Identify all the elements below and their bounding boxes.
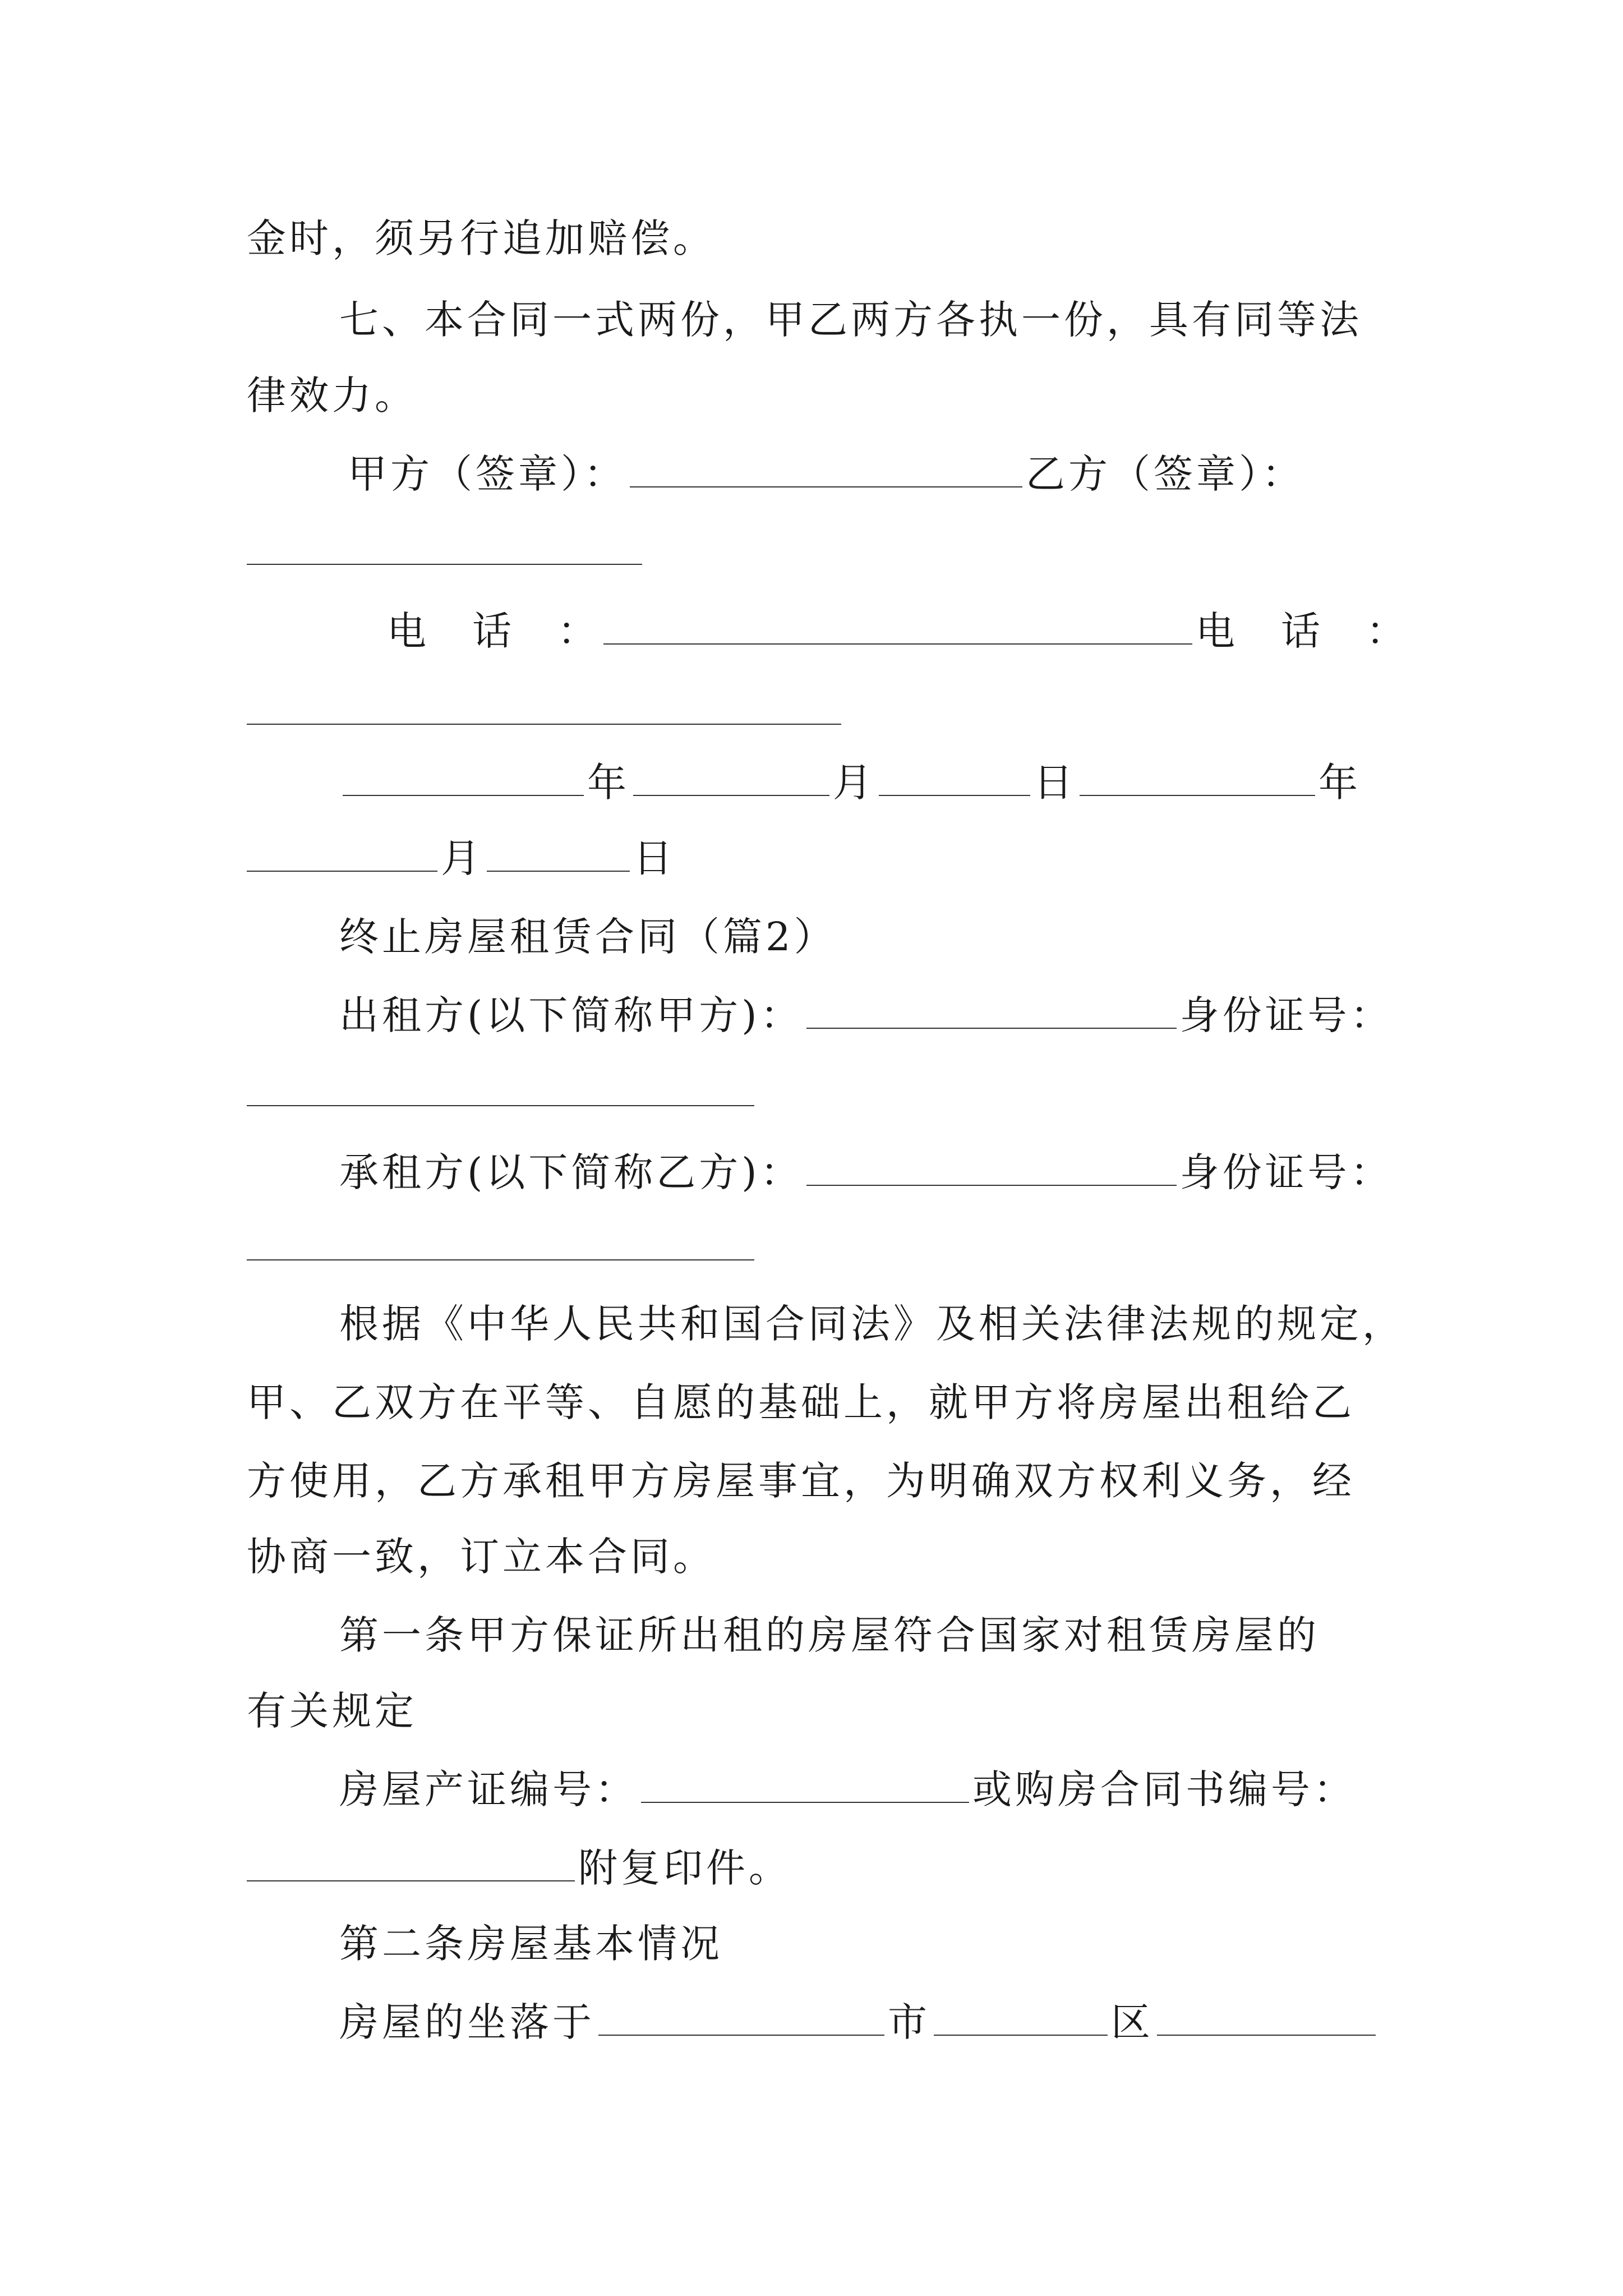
phone-a-field[interactable]	[603, 611, 1192, 645]
lessor-field[interactable]	[806, 995, 1177, 1029]
copy-label: 附复印件。	[578, 1845, 791, 1891]
lessor-label: 出租方(以下简称甲方)：	[339, 992, 803, 1038]
lessee-id-field[interactable]	[247, 1259, 754, 1260]
location-field[interactable]	[598, 2002, 884, 2036]
lessee-label: 承租方(以下简称乙方)：	[339, 1149, 803, 1195]
party-b-sign-label: 乙方（签章）：	[1026, 451, 1304, 497]
phone-b-label: 电 话 ：	[1196, 608, 1409, 654]
year-a-field[interactable]	[343, 762, 584, 796]
cert-row-cont	[247, 1840, 791, 1896]
year-label: 年	[587, 760, 630, 806]
text-line: 方使用，乙方承租甲方房屋事宜，为明确双方权利义务，经	[247, 1458, 1355, 1504]
phone-row	[387, 603, 1409, 659]
location-label: 房屋的坐落于	[339, 1999, 595, 2045]
article-one: 第一条甲方保证所出租的房屋符合国家对租赁房屋的	[339, 1612, 1320, 1658]
day-b-field[interactable]	[487, 838, 630, 872]
contract-heading: 终止房屋租赁合同（篇2）	[339, 914, 837, 960]
cert-label: 房屋产证编号：	[339, 1766, 638, 1812]
text-line: 甲、乙双方在平等、自愿的基础上，就甲方将房屋出租给乙	[247, 1379, 1355, 1425]
district-label: 区	[1111, 1999, 1154, 2045]
month-label: 月	[833, 760, 875, 806]
city-label: 市	[888, 1999, 930, 2045]
phone-b-field[interactable]	[247, 724, 841, 725]
id-label: 身份证号：	[1179, 992, 1393, 1038]
cert-field[interactable]	[641, 1769, 969, 1803]
cert-row	[339, 1761, 1356, 1818]
purchase-label: 或购房合同书编号：	[972, 1766, 1356, 1812]
id-label: 身份证号：	[1179, 1149, 1393, 1195]
lessor-id-field[interactable]	[247, 1105, 754, 1106]
day-a-field[interactable]	[879, 762, 1030, 796]
text-line: 律效力。	[247, 372, 417, 418]
text-line: 协商一致，订立本合同。	[247, 1534, 716, 1580]
signature-row	[348, 446, 1304, 502]
year-label: 年	[1318, 760, 1361, 806]
month-b-field[interactable]	[247, 838, 437, 872]
month-label: 月	[441, 835, 483, 881]
year-b-field[interactable]	[1080, 762, 1315, 796]
month-a-field[interactable]	[633, 762, 829, 796]
date-row	[339, 754, 1361, 811]
district-field[interactable]	[1157, 2002, 1376, 2036]
date-row-cont	[247, 830, 676, 886]
phone-a-label: 电 话 ：	[387, 608, 600, 654]
text-line: 有关规定	[247, 1688, 417, 1734]
lessee-field[interactable]	[806, 1152, 1177, 1186]
purchase-field[interactable]	[247, 1848, 575, 1881]
text-line: 金时，须另行追加赔偿。	[247, 215, 716, 261]
party-b-sign-field[interactable]	[247, 564, 642, 565]
party-a-sign-label: 甲方（签章）：	[348, 451, 626, 497]
day-label: 日	[633, 835, 676, 881]
text-line: 根据《中华人民共和国合同法》及相关法律法规的规定，	[339, 1301, 1405, 1347]
day-label: 日	[1034, 760, 1076, 806]
location-row	[339, 1994, 1379, 2050]
lessee-row	[339, 1144, 1393, 1200]
lessor-row	[339, 987, 1393, 1043]
clause-seven: 七、本合同一式两份，甲乙两方各执一份，具有同等法	[339, 297, 1362, 343]
article-two: 第二条房屋基本情况	[339, 1921, 723, 1967]
party-a-sign-field[interactable]	[630, 454, 1022, 487]
city-field[interactable]	[934, 2002, 1108, 2036]
